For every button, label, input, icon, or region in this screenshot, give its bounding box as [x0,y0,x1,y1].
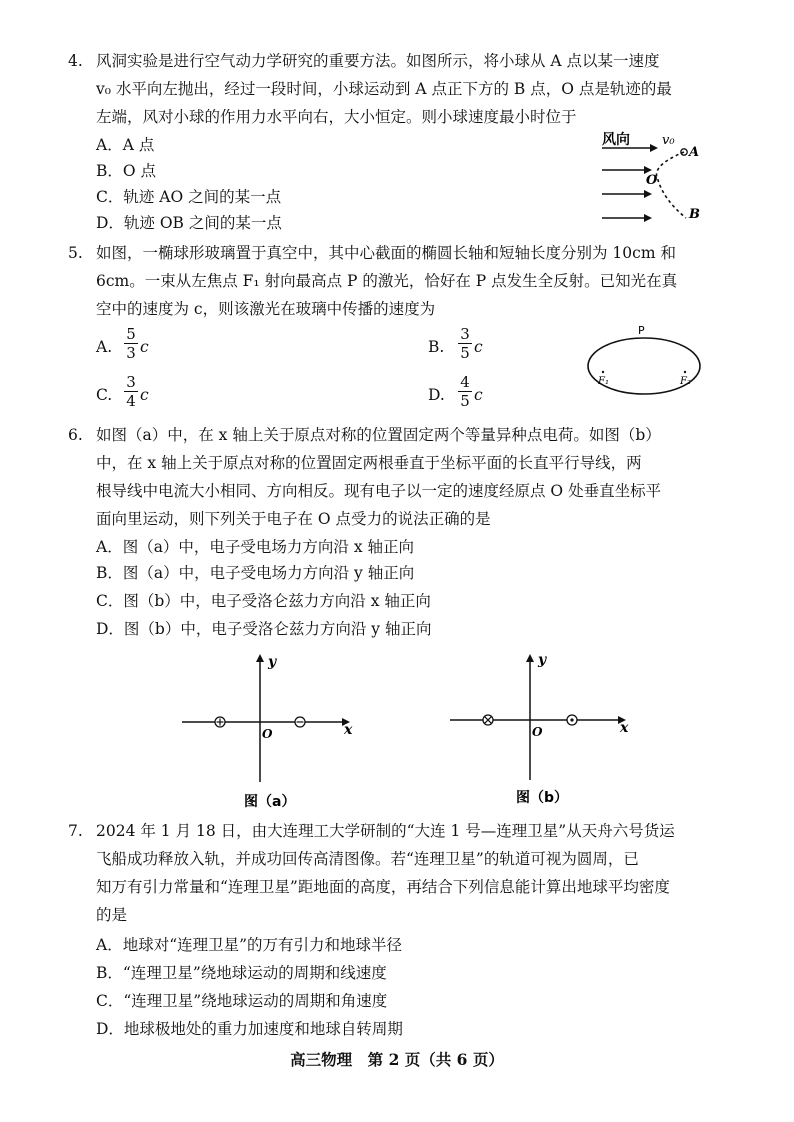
q6b-current-out-of-page-icon [567,715,577,725]
q6-option-c: C．图（b）中，电子受洛仑兹力方向沿 x 轴正向 [96,592,431,610]
q4-point-a-label: A [689,145,700,160]
q4-option-b: B．O 点 [96,162,157,180]
q5-option-b-numerator: 3 [460,325,470,343]
q5-option-b-fraction [458,326,472,361]
q6b-y-axis-label: y [538,652,547,668]
q6-number: 6. [68,426,83,444]
q6b-caption: 图（b） [516,790,569,806]
q7-stem-line-1: 2024 年 1 月 18 日，由大连理工大学研制的“大连 1 号—连理卫星”从天舟六号货运 [96,822,675,840]
q5-option-b-denominator: 5 [460,344,470,362]
q5-option-c-unit: c [140,386,149,404]
q4-wind-tunnel-figure [598,126,718,226]
q5-stem-line-2: 6cm。一束从左焦点 F₁ 射向最高点 P 的激光，恰好在 P 点发生全反射。已知光在真 [96,272,678,290]
q7-option-c: C．“连理卫星”绕地球运动的周期和角速度 [96,992,388,1010]
q4-option-c: C．轨迹 AO 之间的某一点 [96,188,282,206]
q6a-origin-label: O [262,727,273,741]
q5-option-a-denominator: 3 [126,344,136,362]
page-footer: 高三物理 第 2 页（共 6 页） [290,1050,504,1069]
q6a-positive-charge-icon [215,717,225,727]
q5-option-a-label: A. [96,338,113,356]
q5-option-d-label: D. [428,386,445,404]
q7-stem-line-2: 飞船成功释放入轨，并成功回传高清图像。若“连理卫星”的轨道可视为圆周，已 [96,850,639,868]
q5-option-d-unit: c [474,386,483,404]
q5-stem-line-1: 如图，一椭球形玻璃置于真空中，其中心截面的椭圆长轴和短轴长度分别为 10cm 和 [96,244,676,262]
q6-figure-a [178,650,358,810]
q5-option-c-fraction [124,374,138,409]
q5-option-b-unit: c [474,338,483,356]
q5-option-d-denominator: 5 [460,392,470,410]
q5-ellipse-figure [584,322,708,398]
q5-number: 5. [68,244,83,262]
q5-focus-f1-label: F₁ [598,376,609,387]
q5-option-a-fraction [124,326,138,361]
q4-number: 4. [68,52,83,70]
q6b-x-axis-label: x [620,720,629,736]
q6b-current-into-page-icon [483,715,493,725]
q4-stem-line-1: 风洞实验是进行空气动力学研究的重要方法。如图所示，将小球从 A 点以某一速度 [96,52,660,70]
q4-option-a: A．A 点 [96,136,155,154]
q5-option-c-label: C. [96,386,113,404]
q5-stem-line-3: 空中的速度为 c，则该激光在玻璃中传播的速度为 [96,300,436,318]
q4-v0-label: v₀ [662,133,675,148]
q7-option-b: B．“连理卫星”绕地球运动的周期和线速度 [96,964,387,982]
q6b-origin-label: O [532,725,543,739]
q6-stem-line-2: 中，在 x 轴上关于原点对称的位置固定两根垂直于坐标平面的长直平行导线，两 [96,454,642,472]
q4-wind-label: 风向 [602,132,630,148]
q5-option-d-numerator: 4 [460,373,470,391]
q5-option-c-numerator: 3 [126,373,136,391]
q4-option-d: D．轨迹 OB 之间的某一点 [96,214,282,232]
q5-option-b-label: B. [428,338,445,356]
q7-stem-line-3: 知万有引力常量和“连理卫星”距地面的高度，再结合下列信息能计算出地球平均密度 [96,878,670,896]
q6-option-b: B．图（a）中，电子受电场力方向沿 y 轴正向 [96,564,415,582]
q6a-caption: 图（a） [244,794,296,810]
q7-option-a: A．地球对“连理卫星”的万有引力和地球半径 [96,936,403,954]
q6-stem-line-3: 根导线中电流大小相同、方向相反。现有电子以一定的速度经原点 O 处垂直坐标平 [96,482,662,500]
q6-option-d: D．图（b）中，电子受洛仑兹力方向沿 y 轴正向 [96,620,432,638]
q7-option-d: D．地球极地处的重力加速度和地球自转周期 [96,1020,403,1038]
q4-point-o-label: O [646,173,658,188]
q5-option-a-unit: c [140,338,149,356]
q6-figure-b [446,650,636,810]
q4-point-b-label: B [689,207,700,222]
q6a-y-axis-label: y [268,654,277,670]
q6-stem-line-1: 如图（a）中，在 x 轴上关于原点对称的位置固定两个等量异种点电荷。如图（b） [96,426,661,444]
q4-stem-line-2: v₀ 水平向左抛出，经过一段时间，小球运动到 A 点正下方的 B 点，O 点是轨迹的最 [96,80,672,98]
q5-option-c-denominator: 4 [126,392,136,410]
q6a-x-axis-label: x [344,722,353,738]
q6-stem-line-4: 面向里运动，则下列关于电子在 O 点受力的说法正确的是 [96,510,491,528]
q5-option-d-fraction [458,374,472,409]
q6-option-a: A．图（a）中，电子受电场力方向沿 x 轴正向 [96,538,415,556]
q7-stem-line-4: 的是 [96,906,128,924]
q6a-negative-charge-icon [295,717,305,727]
q5-focus-f2-label: F₂ [680,376,691,387]
q7-number: 7. [68,822,83,840]
q5-point-p-label: P [638,324,645,337]
q4-stem-line-3: 左端，风对小球的作用力水平向右，大小恒定。则小球速度最小时位于 [96,108,577,126]
q5-option-a-numerator: 5 [126,325,136,343]
